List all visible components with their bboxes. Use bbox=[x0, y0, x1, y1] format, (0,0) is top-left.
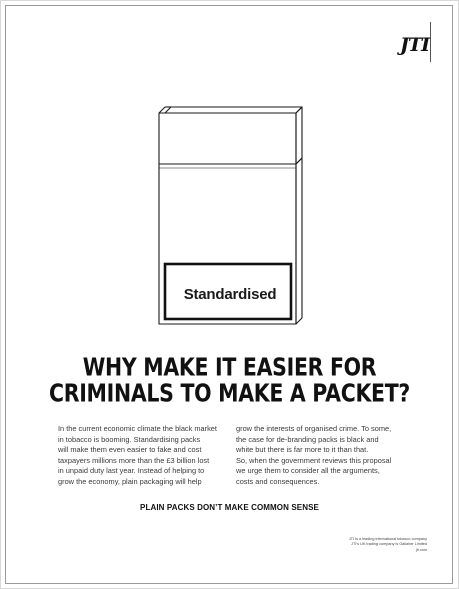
legal-line: JTI's UK trading company is Gallaher Limited bbox=[351, 542, 427, 547]
brand-logo: JTI bbox=[399, 34, 429, 56]
body-column-right bbox=[236, 424, 406, 488]
body-column-left bbox=[58, 424, 228, 488]
pack-lid-front bbox=[159, 113, 296, 164]
body-line: In the current economic climate the black market bbox=[58, 424, 217, 433]
body-line: in unpaid duty last year. Instead of helping to bbox=[58, 466, 205, 476]
body-line: we urge them to consider all the arguments, bbox=[236, 466, 380, 476]
body-line: will make them even easier to fake and cost bbox=[58, 445, 202, 455]
body-line: grow the interests of organised crime. To some, bbox=[236, 424, 392, 433]
body-line: So, when the government reviews this proposal bbox=[236, 455, 392, 465]
pack-lid-top bbox=[165, 107, 302, 113]
headline-line-1: WHY MAKE IT EASIER FOR bbox=[82, 352, 377, 382]
headline-line-2: CRIMINALS TO MAKE A PACKET? bbox=[48, 378, 411, 408]
body-line: the case for de-branding packs is black and bbox=[236, 434, 379, 444]
legal-footer bbox=[267, 537, 427, 553]
body-line: taxpayers millions more than the £3 billion lost bbox=[58, 455, 210, 465]
legal-line: jti.com bbox=[416, 547, 427, 552]
pack-lid-side bbox=[296, 107, 302, 164]
body-line: white but there is far more to it than that. bbox=[236, 445, 369, 455]
legal-line: JTI is a leading international tobacco company bbox=[348, 537, 427, 541]
pack-label-text: Standardised bbox=[183, 286, 277, 303]
tagline: PLAIN PACKS DON’T MAKE COMMON SENSE bbox=[140, 503, 319, 512]
body-line: grow the economy, plain packaging will help bbox=[58, 476, 202, 486]
body-line: costs and consequences. bbox=[236, 476, 320, 486]
body-line: in tobacco is booming. Standardising packs bbox=[58, 434, 201, 444]
